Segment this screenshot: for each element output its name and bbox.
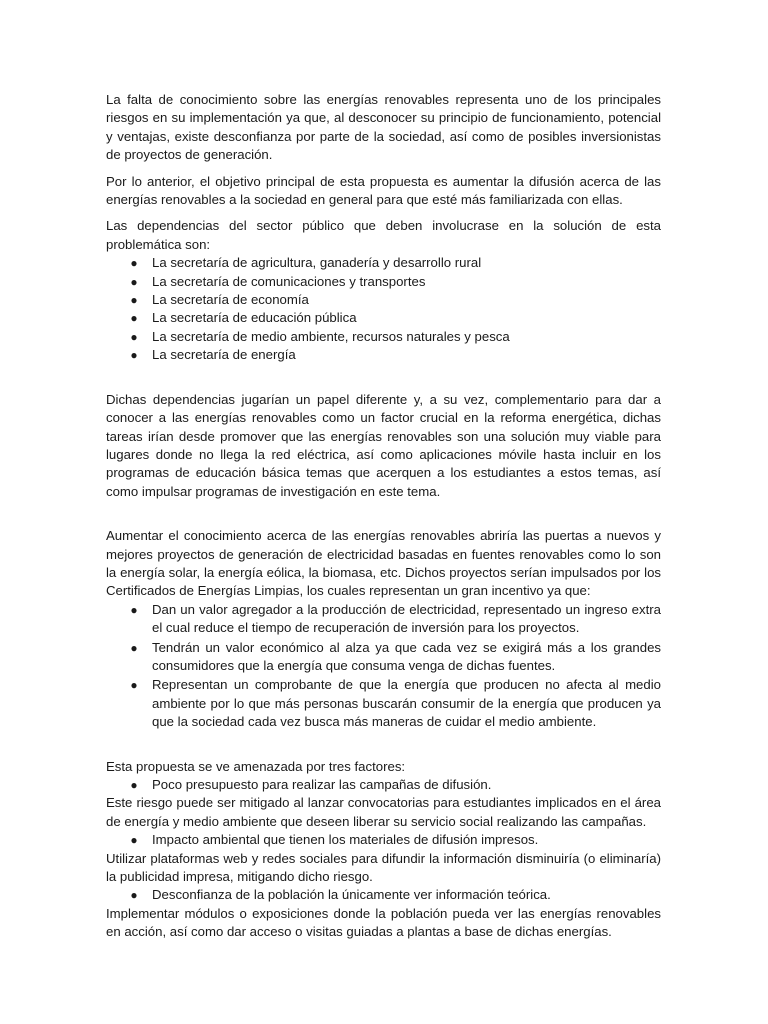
paragraph-objective: Por lo anterior, el objetivo principal de esta propuesta es aumentar la difusión acerca de las energías renovables a la sociedad en general para que esté más familiarizada con ellas. [106, 173, 661, 208]
bullet-icon: ● [130, 640, 138, 655]
bullet-icon: ● [130, 274, 138, 289]
risk-list-2 [106, 831, 661, 849]
document-body [106, 91, 661, 942]
list-item: ● La secretaría de comunicaciones y transportes [106, 273, 661, 291]
bullet-icon: ● [130, 329, 138, 344]
dependencies-list [106, 254, 661, 364]
list-item: ● Dan un valor agregador a la producción de electricidad, representado un ingreso extra el cual reduce el tiempo de recuperación de inversión para los proyectos. [130, 601, 661, 636]
bullet-icon: ● [130, 311, 138, 326]
bullet-icon: ● [130, 778, 138, 792]
bullet-icon: ● [130, 888, 138, 903]
list-item: ● Tendrán un valor económico al alza ya que cada vez se exigirá más a los grandes consumidores que la energía que consuma venga de dichas fuentes. [130, 639, 661, 673]
bullet-icon: ● [130, 602, 138, 617]
paragraph-mitigation-3: Implementar módulos o exposiciones donde la población pueda ver las energías renovables en acción, así como dar acceso o visitas guiadas a plantas a base de dichas energías. [106, 905, 661, 940]
list-item: ● La secretaría de agricultura, ganadería y desarrollo rural [106, 254, 661, 272]
list-item: ● La secretaría de energía [106, 346, 661, 364]
paragraph-mitigation-2: Utilizar plataformas web y redes sociales para difundir la información disminuiría (o eliminaría) la publicidad impresa, mitigando dicho riesgo. [106, 850, 661, 885]
paragraph-roles: Dichas dependencias jugarían un papel diferente y, a su vez, complementario para dar a conocer a las energías renovables como un factor crucial en la reforma energética, dichas tareas irían desde promover que las energías renovables son una solución muy viable para lugares donde no llega la red eléctrica, así como aplicaciones móvile hasta incluir en los programas de educación básica temas que acerquen a los estudiantes a estos temas, así como impulsar programas de investigación en este tema. [106, 391, 661, 499]
bullet-icon: ● [130, 678, 138, 693]
paragraph-certificates: Aumentar el conocimiento acerca de las energías renovables abriría las puertas a nuevos y mejores proyectos de generación de electricidad basadas en fuentes renovables como lo son la energía solar, la energía eólica, la biomasa, etc. Dichos proyectos serían impulsados por los Certificados de Energías Limpias, los cuales representan un gran incentivo ya que: [106, 528, 661, 599]
list-item: ● Impacto ambiental que tienen los materiales de difusión impresos. [106, 831, 661, 849]
paragraph-threats: Esta propuesta se ve amenazada por tres factores: [106, 758, 406, 774]
bullet-icon: ● [130, 833, 138, 848]
list-item: ● Representan un comprobante de que la energía que producen no afecta al medio ambiente por lo que más personas buscarán consumir de la energía que producen ya que la sociedad cada vez busca más maneras de cuidar el medio ambiente. [130, 677, 661, 730]
list-item: ● La secretaría de medio ambiente, recursos naturales y pesca [106, 328, 661, 346]
bullet-icon: ● [130, 348, 138, 363]
paragraph-intro: La falta de conocimiento sobre las energías renovables representa uno de los principales riesgos en su implementación ya que, al desconocer su principio de funcionamiento, potencial y ventajas, existe desconfianza por parte de la sociedad, así como de posibles inversionistas de proyectos de generación. [106, 92, 661, 163]
risk-list-3 [106, 886, 661, 904]
list-item: ● Desconfianza de la población la únicamente ver información teórica. [106, 886, 661, 904]
paragraph-mitigation-1: Este riesgo puede ser mitigado al lanzar convocatorias para estudiantes implicados en el área de energía y medio ambiente que deseen liberar su servicio social realizando las campañas. [106, 795, 661, 829]
list-item: ● La secretaría de economía [106, 291, 661, 309]
list-item: ● Poco presupuesto para realizar las campañas de difusión. [106, 776, 661, 794]
risk-list-1 [106, 776, 661, 794]
list-item: ● La secretaría de educación pública [106, 309, 661, 327]
certificates-list [106, 601, 661, 732]
bullet-icon: ● [130, 293, 138, 308]
bullet-icon: ● [130, 256, 138, 271]
paragraph-dependencies: Las dependencias del sector público que deben involucrase en la solución de esta problemática son: [106, 218, 661, 252]
